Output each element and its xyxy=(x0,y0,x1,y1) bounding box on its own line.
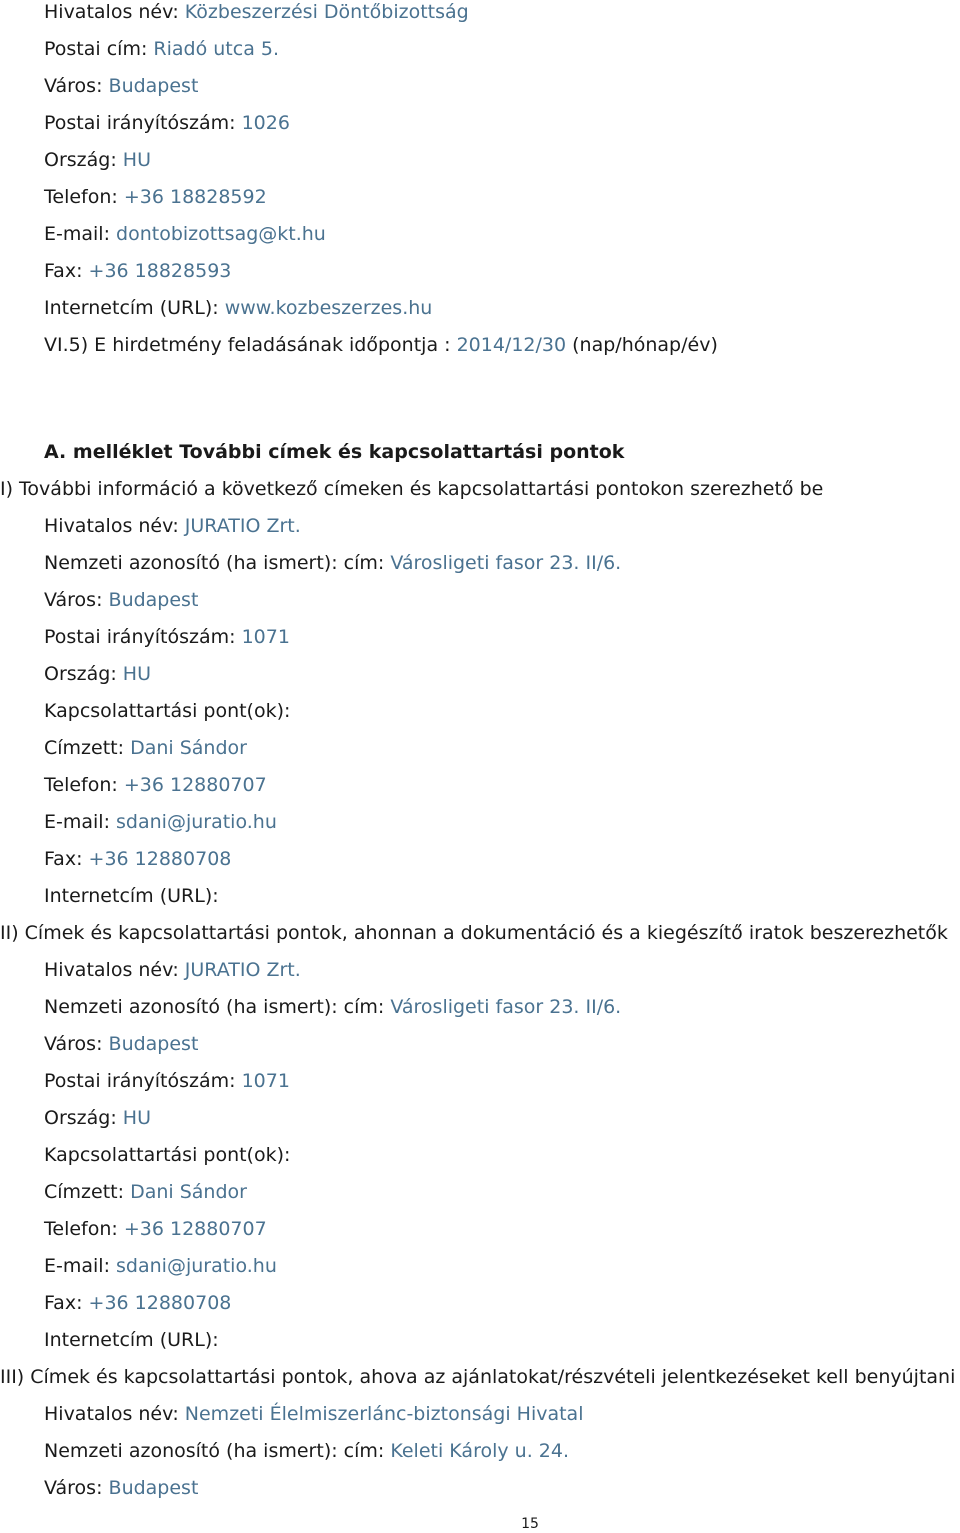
field-label: Fax: xyxy=(44,260,83,282)
field-label: Város: xyxy=(44,1477,103,1499)
s2-city-line xyxy=(44,1032,198,1056)
field-value: Budapest xyxy=(108,589,199,611)
field-value: Dani Sándor xyxy=(130,737,247,759)
field-label: Postai cím: xyxy=(44,38,148,60)
section-1-heading: I) További információ a következő címeken és kapcsolattartási pontokon szerezhető be xyxy=(0,478,824,500)
field-label: Címzett: xyxy=(44,1181,125,1203)
s1-address-line xyxy=(44,551,621,575)
s1-phone-line xyxy=(44,773,267,797)
s2-postcode-line xyxy=(44,1069,290,1093)
field-value: Riadó utca 5. xyxy=(153,38,280,60)
field-label: Nemzeti azonosító (ha ismert): cím: xyxy=(44,552,385,574)
field-label: E-mail: xyxy=(44,223,110,245)
field-label: Ország: xyxy=(44,663,117,685)
city-line xyxy=(44,74,198,98)
field-label: E-mail: xyxy=(44,1255,110,1277)
field-label: Ország: xyxy=(44,1107,117,1129)
field-label: E-mail: xyxy=(44,811,110,833)
field-value: +36 18828593 xyxy=(88,260,232,282)
email-link[interactable]: dontobizottsag@kt.hu xyxy=(116,223,326,245)
field-label: Internetcím (URL): xyxy=(44,297,219,319)
field-label: Fax: xyxy=(44,848,83,870)
email-link[interactable]: sdani@juratio.hu xyxy=(116,811,277,833)
field-value: 1071 xyxy=(241,626,290,648)
field-label: Telefon: xyxy=(44,1218,118,1240)
s2-email-line xyxy=(44,1254,277,1278)
field-label: Fax: xyxy=(44,1292,83,1314)
field-value: +36 12880708 xyxy=(88,1292,232,1314)
s1-url-line: Internetcím (URL): xyxy=(44,885,219,907)
field-value: JURATIO Zrt. xyxy=(184,959,301,981)
field-label: Címzett: xyxy=(44,737,125,759)
fax-line xyxy=(44,259,231,283)
s1-fax-line xyxy=(44,847,231,871)
field-value: +36 12880708 xyxy=(88,848,232,870)
section-2-heading: II) Címek és kapcsolattartási pontok, ahonnan a dokumentáció és a kiegészítő iratok beszerezhetők xyxy=(0,922,948,944)
url-link[interactable]: www.kozbeszerzes.hu xyxy=(224,297,433,319)
field-value: +36 18828592 xyxy=(123,186,267,208)
field-label: Nemzeti azonosító (ha ismert): cím: xyxy=(44,1440,385,1462)
s3-address-line xyxy=(44,1439,569,1463)
field-value: Budapest xyxy=(108,75,199,97)
phone-line xyxy=(44,185,267,209)
section-3-heading: III) Címek és kapcsolattartási pontok, ahova az ajánlatokat/részvételi jelentkezéseket kell benyújtani xyxy=(0,1366,956,1388)
field-value: Budapest xyxy=(108,1033,199,1055)
official-name-line xyxy=(44,0,469,24)
email-line xyxy=(44,222,326,246)
field-value: 1026 xyxy=(241,112,290,134)
field-value: Dani Sándor xyxy=(130,1181,247,1203)
postal-address-line xyxy=(44,37,279,61)
url-line xyxy=(44,296,432,320)
field-label: Város: xyxy=(44,589,103,611)
field-value: HU xyxy=(122,149,151,171)
field-label: Telefon: xyxy=(44,186,118,208)
field-label: Telefon: xyxy=(44,774,118,796)
s2-phone-line xyxy=(44,1217,267,1241)
dispatch-date: 2014/12/30 xyxy=(456,334,567,356)
s2-country-line xyxy=(44,1106,151,1130)
field-label: Postai irányítószám: xyxy=(44,112,236,134)
postcode-line xyxy=(44,111,290,135)
s1-official-name-line xyxy=(44,514,301,538)
s2-address-line xyxy=(44,995,621,1019)
s1-country-line xyxy=(44,662,151,686)
s3-official-name-line xyxy=(44,1402,583,1426)
field-value: Keleti Károly u. 24. xyxy=(390,1440,569,1462)
field-label: Hivatalos név: xyxy=(44,1403,179,1425)
field-label: Nemzeti azonosító (ha ismert): cím: xyxy=(44,996,385,1018)
annex-title: A. melléklet További címek és kapcsolattartási pontok xyxy=(44,441,625,463)
field-value: Városligeti fasor 23. II/6. xyxy=(390,996,622,1018)
field-label: Hivatalos név: xyxy=(44,959,179,981)
field-label: Ország: xyxy=(44,149,117,171)
dispatch-date-line xyxy=(44,333,718,357)
field-label: Város: xyxy=(44,1033,103,1055)
s1-city-line xyxy=(44,588,198,612)
field-value: JURATIO Zrt. xyxy=(184,515,301,537)
field-label: Postai irányítószám: xyxy=(44,626,236,648)
s1-postcode-line xyxy=(44,625,290,649)
s1-addressee-line xyxy=(44,736,247,760)
field-label: VI.5) E hirdetmény feladásának időpontja : xyxy=(44,334,451,356)
s1-email-line xyxy=(44,810,277,834)
field-value: +36 12880707 xyxy=(123,774,267,796)
field-value: HU xyxy=(122,1107,151,1129)
s1-contact-points-label: Kapcsolattartási pont(ok): xyxy=(44,700,291,722)
s2-url-line: Internetcím (URL): xyxy=(44,1329,219,1351)
field-value: Városligeti fasor 23. II/6. xyxy=(390,552,622,574)
field-value: Közbeszerzési Döntőbizottság xyxy=(184,1,469,23)
field-label: Hivatalos név: xyxy=(44,515,179,537)
date-format-note: (nap/hónap/év) xyxy=(572,334,718,356)
field-label: Város: xyxy=(44,75,103,97)
field-label: Postai irányítószám: xyxy=(44,1070,236,1092)
field-value: Budapest xyxy=(108,1477,199,1499)
field-value: Nemzeti Élelmiszerlánc-biztonsági Hivatal xyxy=(184,1403,584,1425)
page-number: 15 xyxy=(521,1516,539,1532)
country-line xyxy=(44,148,151,172)
field-value: 1071 xyxy=(241,1070,290,1092)
field-label: Hivatalos név: xyxy=(44,1,179,23)
s2-addressee-line xyxy=(44,1180,247,1204)
s3-city-line xyxy=(44,1476,198,1500)
email-link[interactable]: sdani@juratio.hu xyxy=(116,1255,277,1277)
field-value: HU xyxy=(122,663,151,685)
s2-contact-points-label: Kapcsolattartási pont(ok): xyxy=(44,1144,291,1166)
field-value: +36 12880707 xyxy=(123,1218,267,1240)
s2-official-name-line xyxy=(44,958,301,982)
s2-fax-line xyxy=(44,1291,231,1315)
